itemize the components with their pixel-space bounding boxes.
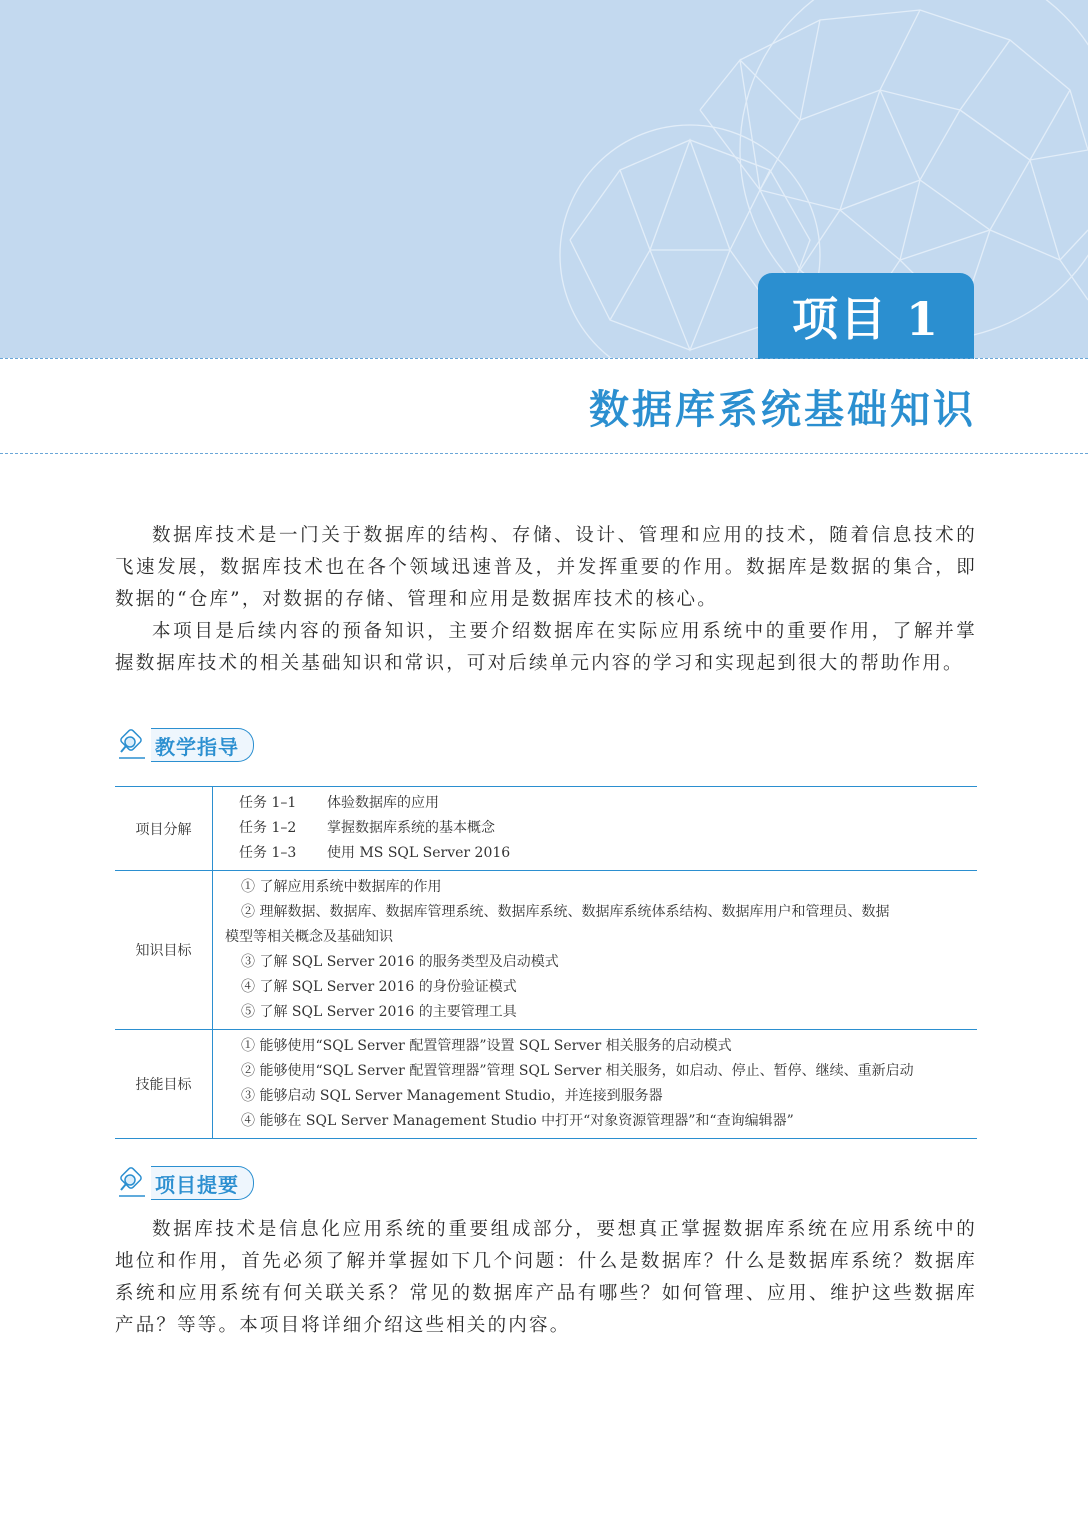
chapter-label: 项目 1 — [791, 292, 941, 346]
task-number: 任务 1–3 — [239, 845, 297, 861]
table-row — [115, 1030, 977, 1139]
teaching-guide-table — [115, 786, 977, 1139]
project-summary-paragraph: 数据库技术是信息化应用系统的重要组成部分，要想真正掌握数据库系统在应用系统中的地位和作用，首先必须了解并掌握如下几个问题：什么是数据库？什么是数据库系统？数据库系统和应用系统有何关联关系？常见的数据库产品有哪些？如何管理、应用、维护这些数据库产品？等等。本项目将详细介绍这些相关的内容。 — [115, 1219, 977, 1336]
header-divider-bottom — [0, 453, 1088, 454]
header-divider-top — [0, 358, 1088, 359]
list-item: ① 能够使用“SQL Server 配置管理器”设置 SQL Server 相关服务的启动模式 — [241, 1038, 732, 1054]
row-label-knowledge: 知识目标 — [115, 871, 213, 1030]
task-number: 任务 1–1 — [239, 795, 297, 811]
chapter-title: 数据库系统基础知识 — [589, 387, 976, 433]
chapter-tab — [758, 273, 974, 359]
task-number: 任务 1–2 — [239, 820, 297, 836]
row-content-skills — [213, 1030, 978, 1139]
list-item: ⑤ 了解 SQL Server 2016 的主要管理工具 — [241, 1004, 517, 1020]
list-item: ④ 了解 SQL Server 2016 的身份验证模式 — [241, 979, 517, 995]
list-item-continuation: 模型等相关概念及基础知识 — [225, 929, 393, 945]
task-item — [225, 841, 969, 866]
magnifier-pencil-icon — [115, 1166, 151, 1200]
task-item — [225, 791, 969, 816]
table-row — [115, 787, 977, 871]
table-row — [115, 871, 977, 1030]
magnifier-pencil-icon — [115, 728, 151, 762]
row-label-skills: 技能目标 — [115, 1030, 213, 1139]
task-text: 使用 MS SQL Server 2016 — [327, 845, 511, 861]
list-item: ② 理解数据、数据库、数据库管理系统、数据库系统、数据库系统体系结构、数据库用户和管理员、数据 — [241, 904, 890, 920]
intro-paragraph-2: 本项目是后续内容的预备知识，主要介绍数据库在实际应用系统中的重要作用，了解并掌握数据库技术的相关基础知识和常识，可对后续单元内容的学习和实现起到很大的帮助作用。 — [115, 621, 977, 674]
list-item: ③ 能够启动 SQL Server Management Studio，并连接到服务器 — [241, 1088, 663, 1104]
teaching-guide-heading-label: 教学指导 — [151, 728, 254, 762]
intro-paragraph-1: 数据库技术是一门关于数据库的结构、存储、设计、管理和应用的技术，随着信息技术的飞速发展，数据库技术也在各个领域迅速普及，并发挥重要的作用。数据库是数据的集合，即数据的“仓库”，对数据的存储、管理和应用是数据库技术的核心。 — [115, 525, 977, 610]
task-text: 体验数据库的应用 — [327, 795, 439, 811]
teaching-guide-heading — [115, 728, 254, 762]
list-item: ④ 能够在 SQL Server Management Studio 中打开“对象资源管理器”和“查询编辑器” — [241, 1113, 794, 1129]
list-item: ③ 了解 SQL Server 2016 的服务类型及启动模式 — [241, 954, 559, 970]
row-label-decomposition: 项目分解 — [115, 787, 213, 871]
list-item: ① 了解应用系统中数据库的作用 — [241, 879, 442, 895]
task-item — [225, 816, 969, 841]
project-summary-heading — [115, 1166, 254, 1200]
task-text: 掌握数据库系统的基本概念 — [327, 820, 495, 836]
project-summary-heading-label: 项目提要 — [151, 1166, 254, 1200]
list-item: ② 能够使用“SQL Server 配置管理器”管理 SQL Server 相关服务，如启动、停止、暂停、继续、重新启动 — [241, 1063, 914, 1079]
row-content-knowledge — [213, 871, 978, 1030]
row-content-decomposition — [213, 787, 978, 871]
